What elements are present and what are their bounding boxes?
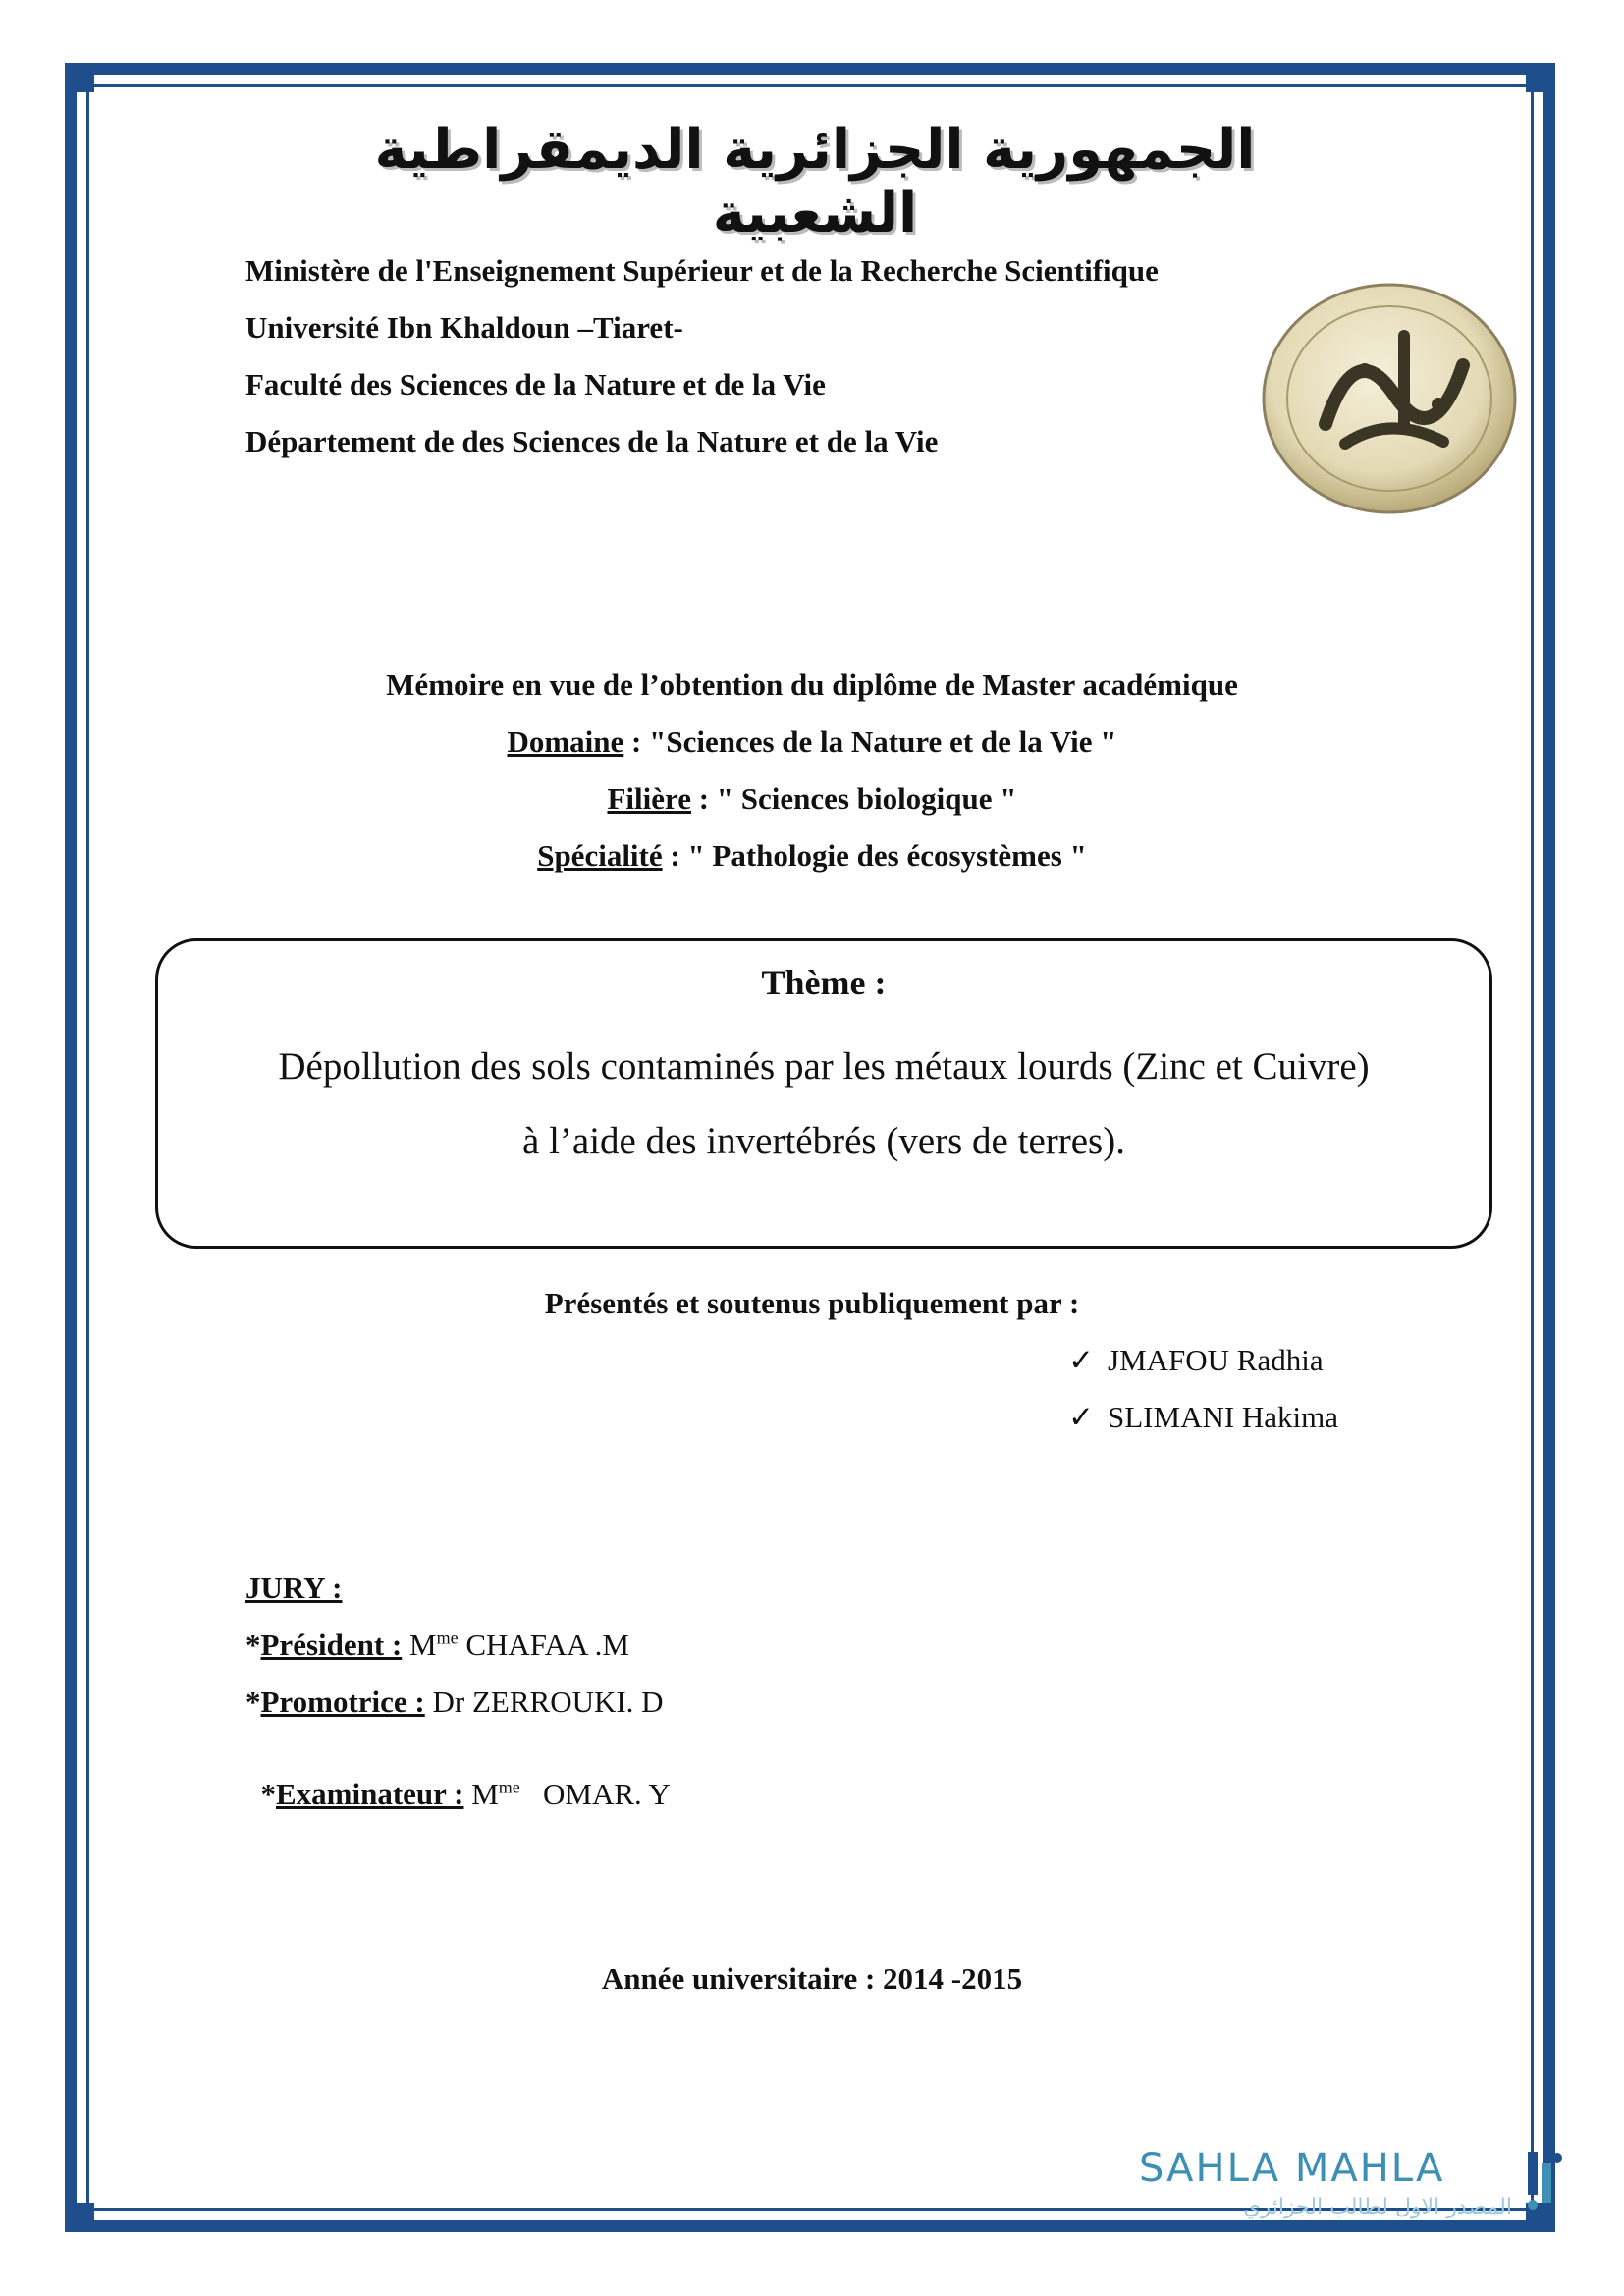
filiere-value: : " Sciences biologique " [690, 781, 1017, 816]
filiere-line [196, 781, 1428, 817]
domaine-value: : "Sciences de la Nature et de la Vie " [623, 724, 1117, 759]
border-corner [65, 63, 94, 92]
student-name: JMAFOU Radhia [1108, 1343, 1324, 1377]
jury-member-examinateur: *Examinateur : $M^{me}$ OMAR. Y [260, 1777, 671, 1811]
memoire-line: Mémoire en vue de l’obtention du diplôme de Master académique [386, 667, 1238, 702]
specialite-label: Spécialité [537, 838, 663, 873]
student-item [1068, 1400, 1338, 1435]
jury-member-president: *Président : $M^{me}$ CHAFAA .M [245, 1628, 629, 1662]
arabic-republic-title: الجمهورية الجزائرية الديمقراطية الشعبية [374, 118, 1256, 245]
student-item [1068, 1343, 1324, 1378]
department-line: Département de des Sciences de la Nature et de la Vie [245, 424, 939, 458]
academic-year: Année universitaire : 2014 -2015 [601, 1961, 1023, 1996]
university-logo [1257, 277, 1522, 520]
jury-member-promotrice: *Promotrice : Dr ZERROUKI. D [245, 1684, 664, 1719]
domaine-line [196, 724, 1428, 760]
jury-title: JURY : [245, 1571, 343, 1605]
watermark-subtitle: المصدر الاول لطالب الجزائري [1243, 2195, 1512, 2219]
filiere-label: Filière [607, 781, 691, 816]
specialite-value: : " Pathologie des écosystèmes " [662, 838, 1087, 873]
watermark-title: SAHLA MAHLA [1139, 2146, 1445, 2191]
theme-label: Thème : [761, 963, 887, 1002]
specialite-line [196, 838, 1428, 874]
student-name: SLIMANI Hakima [1108, 1400, 1339, 1434]
border-corner [65, 2203, 94, 2232]
presented-by-label: Présentés et soutenus publiquement par : [544, 1286, 1080, 1320]
theme-title-line-1: Dépollution des sols contaminés par les métaux lourds (Zinc et Cuivre) [278, 1045, 1370, 1088]
checkmark-icon: ✓ [1068, 1343, 1094, 1377]
ministry-line: Ministère de l'Enseignement Supérieur et de la Recherche Scientifique [245, 253, 1159, 288]
faculty-line: Faculté des Sciences de la Nature et de la Vie [245, 367, 826, 401]
watermark-logo-icon [1522, 2144, 1567, 2213]
checkmark-icon: ✓ [1068, 1400, 1094, 1434]
domaine-label: Domaine [507, 724, 624, 759]
theme-title-line-2: à l’aide des invertébrés (vers de terres). [522, 1120, 1125, 1162]
university-line: Université Ibn Khaldoun –Tiaret- [245, 310, 683, 345]
border-corner [1526, 63, 1555, 92]
